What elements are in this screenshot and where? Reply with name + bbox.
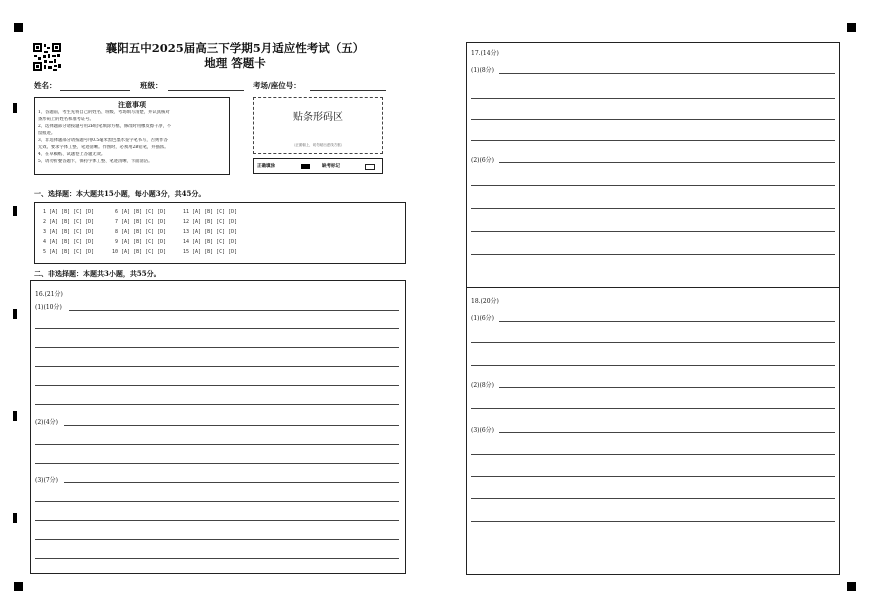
- choice-row[interactable]: 10 [A] [B] [C] [D]: [112, 249, 167, 255]
- seat-label: 考场/座位号：: [253, 81, 301, 90]
- answer-line[interactable]: [35, 558, 399, 559]
- answer-line[interactable]: [35, 366, 399, 367]
- answer-line[interactable]: [471, 408, 835, 409]
- corner-mark-bottom-left: [14, 582, 23, 591]
- name-label: 姓名：: [34, 81, 57, 90]
- side-timing-mark: [13, 513, 17, 523]
- section2-title: 二、非选择题：本题共3小题，共55分。: [34, 269, 161, 278]
- answer-line[interactable]: [499, 387, 835, 388]
- answer-line[interactable]: [35, 463, 399, 464]
- notice-line: 5、请勿折叠答题卡，保持字体工整、笔迹清晰、卡面清洁。: [38, 159, 153, 164]
- class-field[interactable]: [168, 90, 244, 91]
- answer-line[interactable]: [35, 328, 399, 329]
- q18-answer-box: [466, 287, 840, 575]
- choice-row[interactable]: 12 [A] [B] [C] [D]: [183, 219, 238, 225]
- answer-line[interactable]: [471, 231, 835, 232]
- answer-line[interactable]: [499, 73, 835, 74]
- side-timing-mark: [13, 411, 17, 421]
- answer-line[interactable]: [499, 162, 835, 163]
- answer-line[interactable]: [471, 365, 835, 366]
- notice-box: [34, 97, 230, 175]
- barcode-title: 贴条形码区: [293, 112, 343, 123]
- notice-line: 1、答题前，考生先将自己的姓名、班级、考场填写清楚，并认真核对: [38, 110, 170, 115]
- choice-row[interactable]: 1 [A] [B] [C] [D]: [43, 209, 95, 215]
- q16-title: 16.(21分): [35, 291, 63, 298]
- answer-line[interactable]: [499, 321, 835, 322]
- answer-line[interactable]: [35, 444, 399, 445]
- choice-row[interactable]: 11 [A] [B] [C] [D]: [183, 209, 238, 215]
- choice-row[interactable]: 3 [A] [B] [C] [D]: [43, 229, 95, 235]
- q18-part3-label: (3)(6分): [471, 427, 494, 434]
- q16-part2-label: (2)(4分): [35, 419, 58, 426]
- notice-line: 2、选择题部分请按题号用2B铅笔填涂方框，修改时用橡皮擦干净，不: [38, 124, 172, 129]
- answer-line[interactable]: [499, 432, 835, 433]
- q18-part1-label: (1)(6分): [471, 315, 494, 322]
- answer-line[interactable]: [471, 140, 835, 141]
- corner-mark-top-left: [14, 23, 23, 32]
- choice-row[interactable]: 4 [A] [B] [C] [D]: [43, 239, 95, 245]
- notice-line: 4、在草稿纸、试题卷上答题无效。: [38, 152, 106, 157]
- notice-line: 留痕迹。: [38, 131, 56, 136]
- answer-line[interactable]: [471, 119, 835, 120]
- choice-row[interactable]: 7 [A] [B] [C] [D]: [115, 219, 167, 225]
- exam-title: 襄阳五中2025届高三下学期5月适应性考试（五）: [105, 41, 365, 55]
- multiple-choice-box: [34, 202, 406, 264]
- q18-title: 18.(20分): [471, 298, 499, 305]
- barcode-note: （正面朝上，切勿贴出虚线方框）: [291, 143, 345, 147]
- name-field[interactable]: [60, 90, 130, 91]
- answer-line[interactable]: [35, 385, 399, 386]
- answer-line[interactable]: [35, 539, 399, 540]
- answer-line[interactable]: [471, 498, 835, 499]
- correct-fill-sample: [301, 164, 310, 169]
- answer-line[interactable]: [471, 476, 835, 477]
- answer-line[interactable]: [471, 254, 835, 255]
- missing-mark-box[interactable]: [365, 164, 375, 170]
- answer-line[interactable]: [471, 454, 835, 455]
- notice-line: 3、非选择题部分请按题号用0.5毫米黑色墨水签字笔书写，否则作答: [38, 138, 168, 143]
- answer-line[interactable]: [471, 208, 835, 209]
- notice-line: 条形码上的姓名和准考证号。: [38, 117, 94, 122]
- q16-part3-label: (3)(7分): [35, 477, 58, 484]
- notice-line: 无效。要求字体工整、笔迹清晰。作图时，必须用2B铅笔，并描浓。: [38, 145, 169, 150]
- barcode-area: [253, 97, 383, 154]
- answer-line[interactable]: [64, 425, 399, 426]
- section1-title: 一、选择题：本大题共15小题，每小题3分，共45分。: [34, 189, 206, 198]
- corner-mark-bottom-right: [847, 582, 856, 591]
- answer-line[interactable]: [35, 347, 399, 348]
- q18-part2-label: (2)(8分): [471, 382, 494, 389]
- answer-line[interactable]: [35, 404, 399, 405]
- answer-line[interactable]: [471, 98, 835, 99]
- class-label: 班级：: [140, 81, 163, 90]
- missing-mark-label: 缺考标记: [322, 164, 340, 169]
- choice-row[interactable]: 6 [A] [B] [C] [D]: [115, 209, 167, 215]
- answer-line[interactable]: [35, 520, 399, 521]
- answer-line[interactable]: [64, 482, 399, 483]
- answer-line[interactable]: [471, 185, 835, 186]
- side-timing-mark: [13, 206, 17, 216]
- q17-title: 17.(14分): [471, 50, 499, 57]
- side-timing-mark: [13, 309, 17, 319]
- answer-line[interactable]: [35, 501, 399, 502]
- notice-title: 注意事项: [118, 100, 146, 109]
- qr-code-icon: [32, 42, 62, 72]
- exam-subtitle: 地理 答题卡: [204, 56, 266, 70]
- choice-row[interactable]: 8 [A] [B] [C] [D]: [115, 229, 167, 235]
- corner-mark-top-right: [847, 23, 856, 32]
- choice-row[interactable]: 15 [A] [B] [C] [D]: [183, 249, 238, 255]
- side-timing-mark: [13, 103, 17, 113]
- seat-field[interactable]: [310, 90, 386, 91]
- answer-line[interactable]: [471, 342, 835, 343]
- q17-answer-box: [466, 42, 840, 288]
- choice-row[interactable]: 13 [A] [B] [C] [D]: [183, 229, 238, 235]
- choice-row[interactable]: 5 [A] [B] [C] [D]: [43, 249, 95, 255]
- correct-fill-label: 正确填涂: [257, 164, 275, 169]
- choice-row[interactable]: 14 [A] [B] [C] [D]: [183, 239, 238, 245]
- q17-part1-label: (1)(8分): [471, 67, 494, 74]
- answer-line[interactable]: [69, 310, 399, 311]
- choice-row[interactable]: 9 [A] [B] [C] [D]: [115, 239, 167, 245]
- q17-part2-label: (2)(6分): [471, 157, 494, 164]
- answer-line[interactable]: [471, 521, 835, 522]
- fill-flags-box: [253, 158, 383, 174]
- choice-row[interactable]: 2 [A] [B] [C] [D]: [43, 219, 95, 225]
- q16-part1-label: (1)(10分): [35, 304, 62, 311]
- q16-answer-box: [30, 280, 406, 574]
